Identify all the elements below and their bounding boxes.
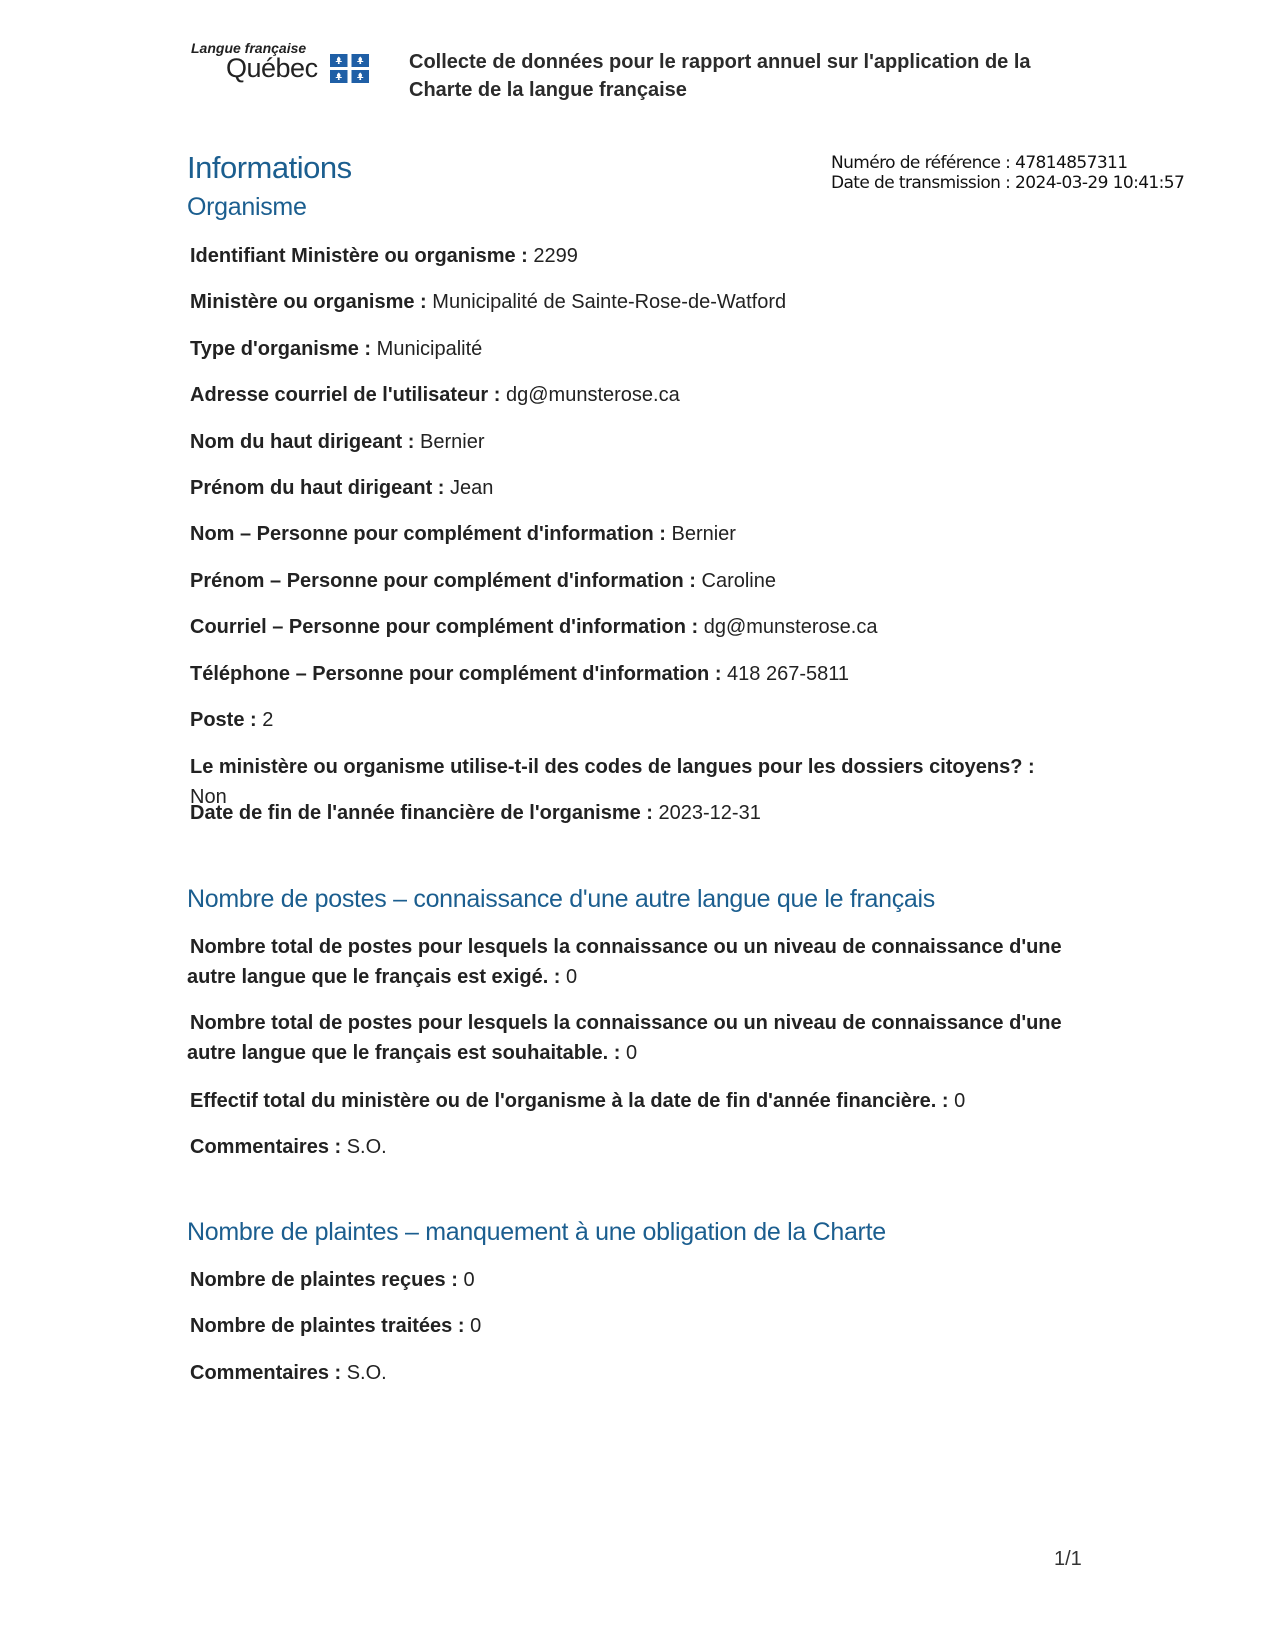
field-plaintes-traitees: Nombre de plaintes traitées : 0: [190, 1315, 482, 1337]
reference-label: Numéro de référence :: [831, 153, 1011, 173]
transmission-line: [831, 173, 1184, 193]
field-telephone-contact: Téléphone – Personne pour complément d'information : 418 267-5811: [190, 663, 850, 685]
field-identifiant: Identifiant Ministère ou organisme : 2299: [190, 245, 578, 267]
quebec-flag-icon: [330, 54, 369, 83]
field-ministere: Ministère ou organisme : Municipalité de Sainte-Rose-de-Watford: [190, 291, 787, 313]
reference-line: [831, 153, 1184, 173]
quebec-logo: [191, 40, 381, 88]
field-postes-exige: Nombre total de postes pour lesquels la connaissance ou un niveau de connaissance d'une autre langue que le français est exigé. : 0: [187, 936, 1062, 988]
section-heading-plaintes: Nombre de plaintes – manquement à une obligation de la Charte: [187, 1218, 886, 1246]
transmission-value: 2024-03-29 10:41:57: [1015, 173, 1185, 193]
page-number: 1/1: [1054, 1548, 1082, 1570]
section-heading-organisme: Organisme: [187, 193, 307, 221]
section-heading-postes: Nombre de postes – connaissance d'une autre langue que le français: [187, 885, 935, 913]
field-postes-souhaitable: Nombre total de postes pour lesquels la connaissance ou un niveau de connaissance d'une autre langue que le français est souhaitable. : 0: [187, 1012, 1062, 1064]
field-nom-contact: Nom – Personne pour complément d'information : Bernier: [190, 523, 736, 545]
logo-line1: Langue française: [191, 40, 307, 56]
field-nom-haut-dirigeant: Nom du haut dirigeant : Bernier: [190, 431, 485, 453]
reference-value: 47814857311: [1015, 153, 1128, 173]
reference-block: [831, 153, 1184, 193]
field-prenom-haut-dirigeant: Prénom du haut dirigeant : Jean: [190, 477, 494, 499]
field-fin-annee-financiere: Date de fin de l'année financière de l'organisme : 2023-12-31: [190, 802, 761, 824]
page-title: Informations: [187, 150, 352, 185]
field-type-organisme: Type d'organisme : Municipalité: [190, 338, 483, 360]
logo-line2: Québec: [226, 53, 318, 83]
field-courriel-contact: Courriel – Personne pour complément d'information : dg@munsterose.ca: [190, 616, 878, 638]
field-prenom-contact: Prénom – Personne pour complément d'information : Caroline: [190, 570, 776, 592]
field-codes-langues: Le ministère ou organisme utilise-t-il des codes de langues pour les dossiers citoyens? : Non: [190, 756, 1035, 808]
transmission-label: Date de transmission :: [831, 173, 1011, 193]
field-courriel-utilisateur: Adresse courriel de l'utilisateur : dg@munsterose.ca: [190, 384, 680, 406]
field-commentaires-postes: Commentaires : S.O.: [190, 1136, 387, 1158]
field-effectif-total: Effectif total du ministère ou de l'organisme à la date de fin d'année financière. : 0: [190, 1090, 966, 1112]
field-commentaires-plaintes: Commentaires : S.O.: [190, 1362, 387, 1384]
document-title: Collecte de données pour le rapport annuel sur l'application de la Charte de la langue française: [409, 51, 1031, 101]
field-poste: Poste : 2: [190, 709, 274, 731]
field-plaintes-recues: Nombre de plaintes reçues : 0: [190, 1269, 475, 1291]
